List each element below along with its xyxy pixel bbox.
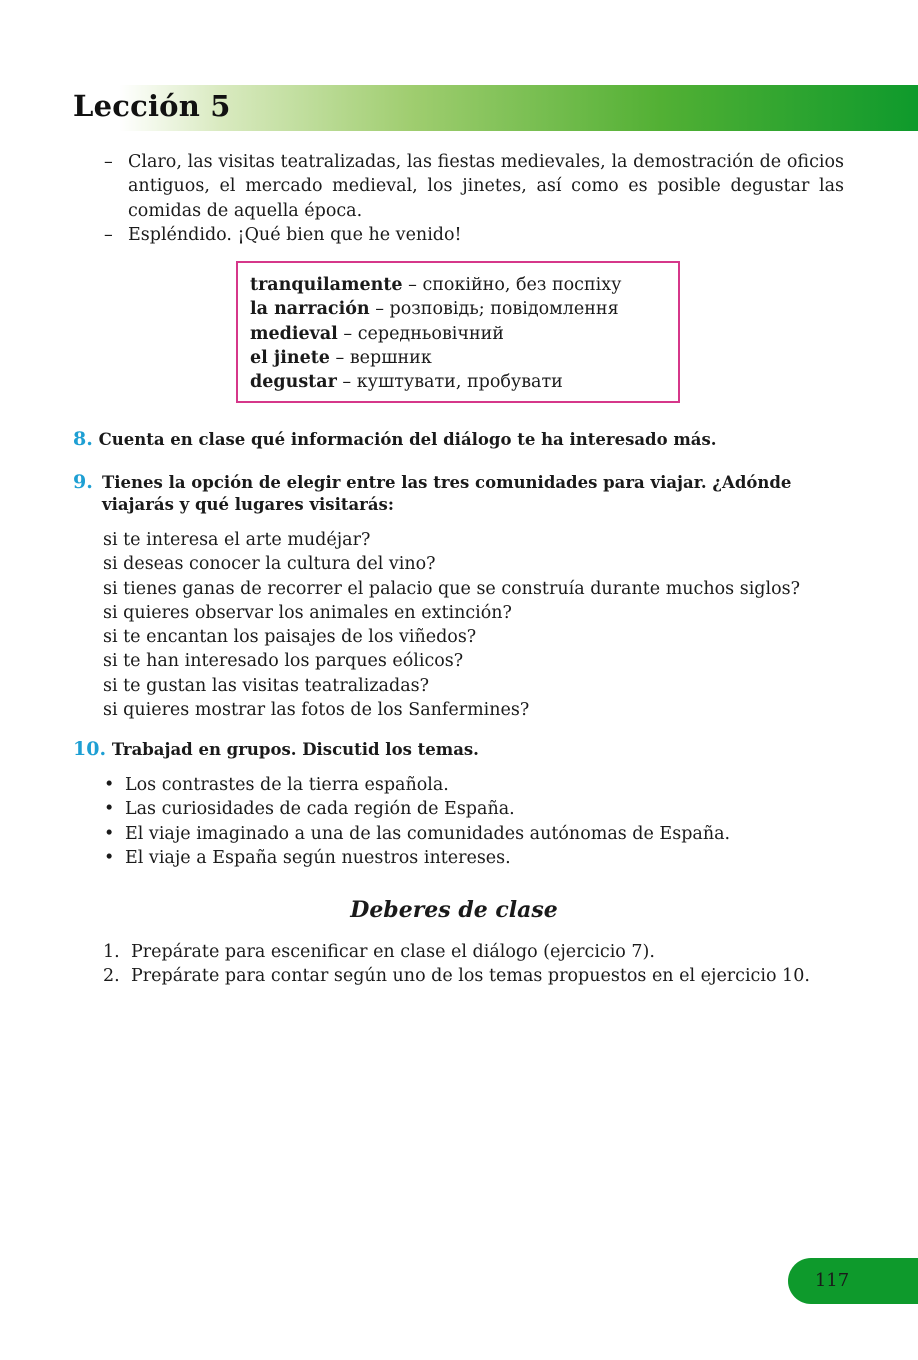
vocabulary-term: tranquilamente	[250, 275, 403, 295]
vocabulary-separator: –	[369, 299, 390, 320]
question-item: si quieres mostrar las fotos de los Sanfermines?	[103, 700, 530, 721]
bullet-icon: •	[104, 775, 115, 795]
question-item: si quieres observar los animales en extinción?	[103, 602, 512, 623]
dialogue-line	[104, 223, 844, 247]
dialogue-dash: –	[104, 152, 113, 172]
homework-item	[103, 940, 863, 964]
homework-text: Prepárate para escenificar en clase el diálogo (ejercicio 7).	[131, 942, 655, 962]
question-item: si te interesa el arte mudéjar?	[103, 530, 371, 550]
dialogue-text: Espléndido. ¡Qué bien que he venido!	[128, 224, 462, 245]
dialogue-dash: –	[104, 224, 113, 245]
topic-text: Los contrastes de la tierra española.	[125, 775, 449, 795]
vocabulary-entry	[250, 346, 666, 370]
page-number-tab	[788, 1258, 918, 1304]
vocabulary-separator: –	[402, 275, 423, 295]
vocabulary-translation: вершник	[349, 347, 432, 368]
vocabulary-translation: розповідь; повідомлення	[389, 299, 619, 320]
bullet-icon: •	[104, 823, 115, 844]
topic-item	[104, 822, 844, 846]
vocabulary-term: medieval	[250, 323, 338, 344]
question-item: si te encantan los paisajes de los viñedos?	[103, 627, 477, 648]
task-instruction: Tienes la opción de elegir entre las tres comunidades para viajar. ¿Adónde viajarás y qué lugares visitarás:	[102, 473, 792, 514]
homework-title: Deberes de clase	[350, 897, 558, 923]
vocabulary-box	[236, 261, 680, 403]
task-instruction: Trabajad en grupos. Discutid los temas.	[111, 740, 479, 759]
bullet-icon: •	[104, 799, 115, 820]
task-9	[73, 471, 843, 516]
task-number: 10.	[73, 738, 107, 760]
vocabulary-translation: куштувати, пробувати	[356, 372, 563, 393]
topic-item	[104, 846, 844, 870]
dialogue-text: Claro, las visitas teatralizadas, las fiestas medievales, la demostración de oficios antiguos, el mercado medieval, los jinetes, así como es posible degustar las comidas de aquella época.	[128, 152, 844, 221]
topic-list	[104, 773, 844, 870]
task-instruction: Cuenta en clase qué información del diálogo te ha interesado más.	[98, 430, 717, 449]
homework-text: Prepárate para contar según uno de los temas propuestos en el ejercicio 10.	[131, 966, 810, 987]
question-item: si te gustan las visitas teatralizadas?	[103, 675, 429, 696]
vocabulary-term: degustar	[250, 372, 337, 393]
dialogue-line	[104, 150, 844, 223]
homework-item	[103, 964, 863, 988]
vocabulary-entry	[250, 297, 666, 321]
topic-text: Las curiosidades de cada región de España.	[125, 799, 515, 820]
vocabulary-separator: –	[337, 323, 358, 344]
vocabulary-translation: спокійно, без поспіху	[422, 275, 622, 295]
question-item: si tienes ganas de recorrer el palacio que se construía durante muchos siglos?	[103, 578, 800, 599]
vocabulary-translation: середньовічний	[357, 323, 504, 344]
vocabulary-separator: –	[329, 347, 350, 368]
vocabulary-separator: –	[336, 372, 357, 393]
bullet-icon: •	[104, 847, 115, 868]
homework-list	[103, 940, 863, 989]
task-8	[73, 428, 843, 451]
question-item: si deseas conocer la cultura del vino?	[103, 554, 436, 575]
homework-number: 1.	[103, 942, 120, 962]
task-number: 9.	[73, 471, 93, 493]
question-list	[103, 528, 863, 722]
vocabulary-term: la narración	[250, 299, 370, 320]
page-number: 117	[814, 1270, 850, 1291]
question-item: si te han interesado los parques eólicos?	[103, 651, 464, 672]
vocabulary-term: el jinete	[250, 347, 330, 368]
topic-text: El viaje imaginado a una de las comunidades autónomas de España.	[125, 823, 731, 844]
topic-item	[104, 773, 844, 797]
topic-text: El viaje a España según nuestros intereses.	[125, 847, 511, 868]
lesson-title: Lección 5	[73, 89, 231, 123]
task-number: 8.	[73, 428, 93, 450]
homework-number: 2.	[103, 966, 120, 987]
vocabulary-entry	[250, 370, 666, 394]
vocabulary-entry	[250, 322, 666, 346]
dialogue-block	[104, 150, 844, 247]
topic-item	[104, 797, 844, 821]
vocabulary-entry	[250, 273, 666, 297]
homework-heading	[0, 897, 918, 923]
task-10	[73, 738, 843, 761]
